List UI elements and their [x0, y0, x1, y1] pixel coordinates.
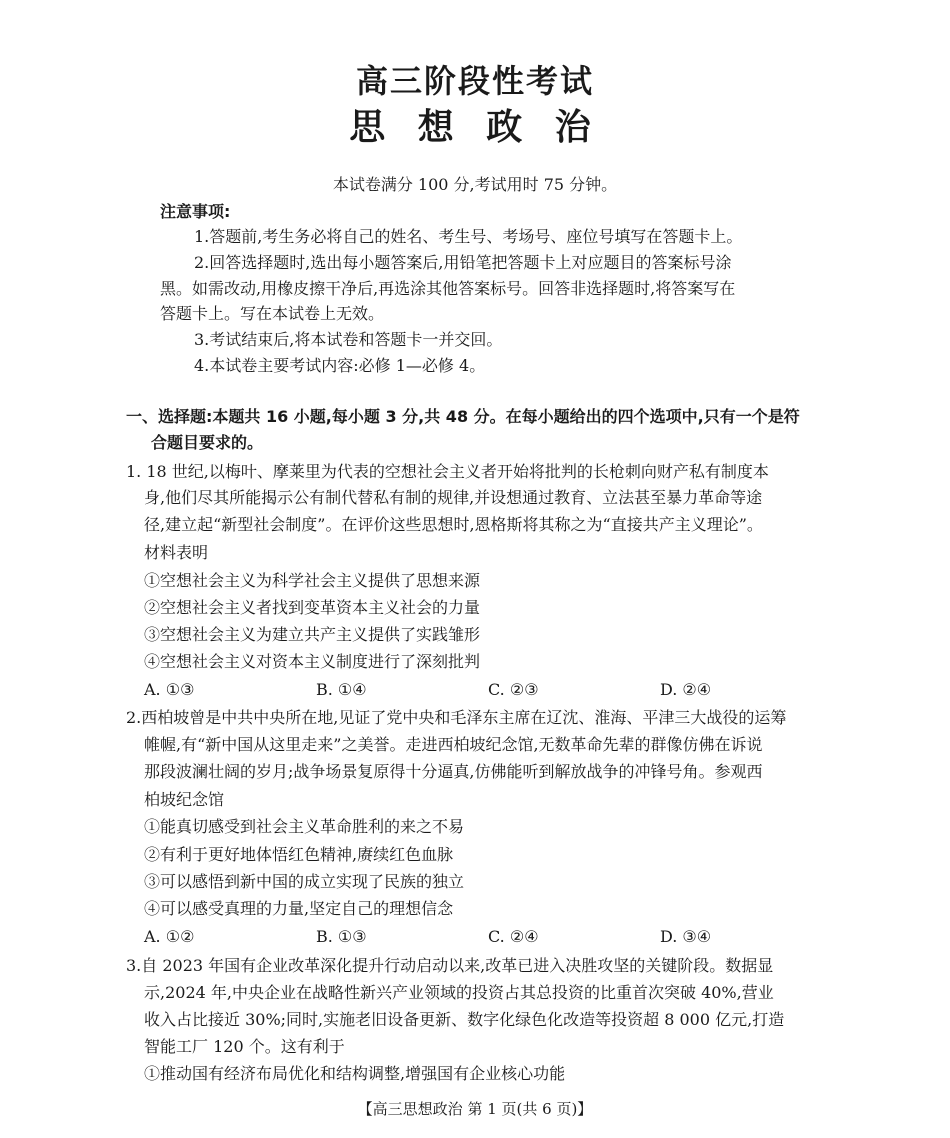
- page-footer: 【高三思想政治 第 1 页(共 6 页)】: [357, 1100, 593, 1118]
- question-2-item: ①能真切感受到社会主义革命胜利的来之不易: [144, 817, 465, 836]
- question-2-item: ④可以感受真理的力量,坚定自己的理想信念: [144, 899, 454, 918]
- note-line: 1.答题前,考生务必将自己的姓名、考生号、考场号、座位号填写在答题卡上。: [194, 227, 743, 246]
- subject-title: 思 想 政 治: [349, 107, 601, 148]
- section-heading: 一、选择题:本题共 16 小题,每小题 3 分,共 48 分。在每小题给出的四个选项中,只有一个是符: [126, 407, 800, 426]
- question-1-item: ②空想社会主义者找到变革资本主义社会的力量: [144, 598, 481, 617]
- note-line: 答题卡上。写在本试卷上无效。: [160, 304, 385, 323]
- question-2-item: ②有利于更好地体悟红色精神,赓续红色血脉: [144, 845, 454, 864]
- question-3-stem: 收入占比接近 30%;同时,实施老旧设备更新、数字化绿色化改造等投资超 8 000 亿元,打造: [144, 1010, 785, 1029]
- question-2-option-b: B. ①③: [316, 927, 367, 946]
- question-2-stem: 2.西柏坡曾是中共中央所在地,见证了党中央和毛泽东主席在辽沈、淮海、平津三大战役的运筹: [126, 708, 787, 727]
- full-marks-note: 本试卷满分 100 分,考试用时 75 分钟。: [332, 175, 618, 194]
- question-2-stem: 帷幄,有“新中国从这里走来”之美誉。走进西柏坡纪念馆,无数革命先辈的群像仿佛在诉说: [144, 735, 763, 754]
- question-2-stem: 柏坡纪念馆: [144, 790, 225, 809]
- section-heading-cont: 合题目要求的。: [151, 433, 264, 452]
- question-3-stem: 3.自 2023 年国有企业改革深化提升行动启动以来,改革已进入决胜攻坚的关键阶段。数据显: [126, 956, 774, 975]
- question-2-option-a: A. ①②: [144, 927, 195, 946]
- question-2-option-d: D. ③④: [660, 927, 712, 946]
- question-1-stem: 径,建立起“新型社会制度”。在评价这些思想时,恩格斯将其称之为“直接共产主义理论”。: [144, 515, 763, 534]
- question-2-option-c: C. ②④: [488, 927, 539, 946]
- question-3-stem: 示,2024 年,中央企业在战略性新兴产业领域的投资占其总投资的比重首次突破 40%,营业: [144, 983, 774, 1002]
- question-1-stem: 1. 18 世纪,以梅叶、摩莱里为代表的空想社会主义者开始将批判的长枪刺向财产私有制度本: [126, 462, 769, 481]
- note-line: 3.考试结束后,将本试卷和答题卡一并交回。: [194, 330, 503, 349]
- question-1-item: ①空想社会主义为科学社会主义提供了思想来源: [144, 571, 481, 590]
- question-3-item: ①推动国有经济布局优化和结构调整,增强国有企业核心功能: [144, 1064, 566, 1083]
- question-1-option-b: B. ①④: [316, 680, 367, 699]
- note-line: 4.本试卷主要考试内容:必修 1—必修 4。: [194, 356, 486, 375]
- question-2-item: ③可以感悟到新中国的成立实现了民族的独立: [144, 872, 465, 891]
- question-1-stem: 材料表明: [144, 543, 209, 562]
- question-1-item: ④空想社会主义对资本主义制度进行了深刻批判: [144, 652, 481, 671]
- question-1-stem: 身,他们尽其所能揭示公有制代替私有制的规律,并设想通过教育、立法甚至暴力革命等途: [144, 488, 763, 507]
- question-2-stem: 那段波澜壮阔的岁月;战争场景复原得十分逼真,仿佛能听到解放战争的冲锋号角。参观西: [144, 762, 763, 781]
- question-1-option-d: D. ②④: [660, 680, 712, 699]
- note-line: 黑。如需改动,用橡皮擦干净后,再选涂其他答案标号。回答非选择题时,将答案写在: [160, 279, 736, 298]
- question-1-item: ③空想社会主义为建立共产主义提供了实践雏形: [144, 625, 481, 644]
- question-3-stem: 智能工厂 120 个。这有利于: [144, 1037, 345, 1056]
- exam-title: 高三阶段性考试: [355, 62, 594, 100]
- question-1-option-a: A. ①③: [144, 680, 195, 699]
- notes-heading: 注意事项:: [160, 202, 231, 221]
- note-line: 2.回答选择题时,选出每小题答案后,用铅笔把答题卡上对应题目的答案标号涂: [194, 253, 732, 272]
- question-1-option-c: C. ②③: [488, 680, 539, 699]
